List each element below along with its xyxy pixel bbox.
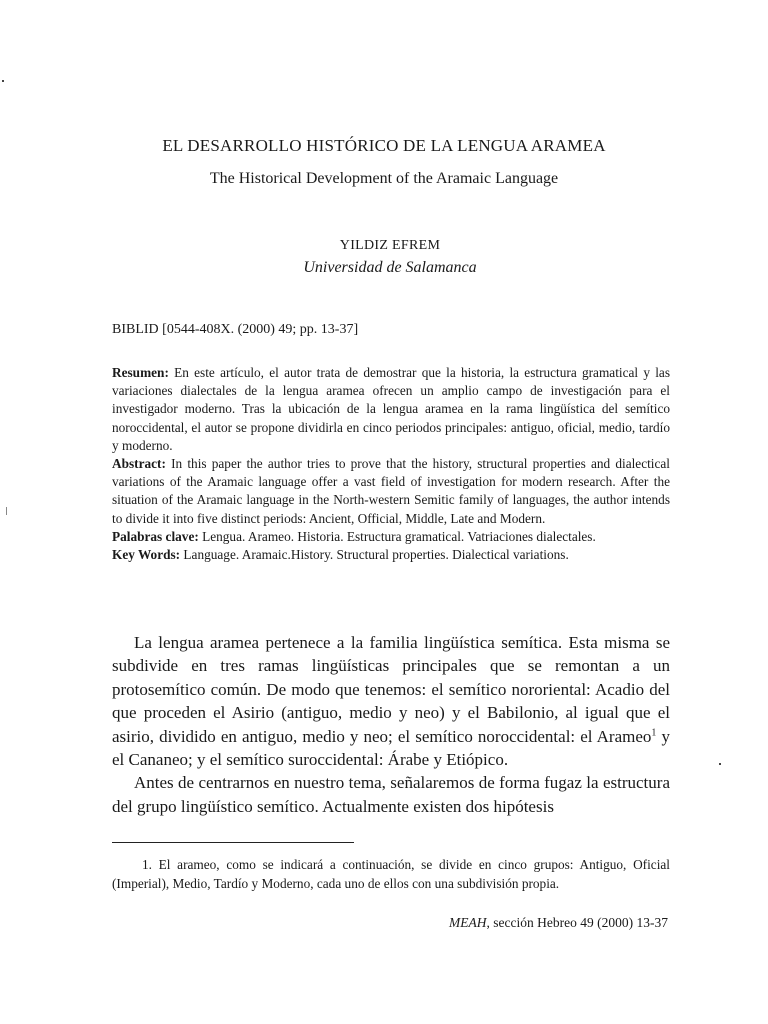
author-affiliation: Universidad de Salamanca (303, 259, 477, 276)
keywords-text: Language. Aramaic.History. Structural properties. Dialectical variations. (180, 547, 569, 563)
article-subtitle: The Historical Development of the Aramaic Language (209, 170, 559, 187)
body-paragraph-2: Antes de centrarnos en nuestro tema, señalaremos de forma fugaz la estructura del grupo lingüístico semítico. Actualmente existen dos hipótesis (112, 773, 670, 816)
palabras-clave-text: Lengua. Arameo. Historia. Estructura gramatical. Vatriaciones dialectales. (198, 528, 596, 544)
journal-details: , sección Hebreo 49 (2000) 13-37 (486, 915, 668, 930)
author-name: YILDIZ EFREM (339, 238, 441, 253)
footnote-text: 1. El arameo, como se indicará a continuación, se divide en cinco grupos: Antiguo, Oficial (Imperial), Medio, Tardío y Moderno, cada uno de ellos con una subdivisión propia. (112, 857, 670, 891)
biblid-reference: BIBLID [0544-408X. (2000) 49; pp. 13-37] (112, 322, 359, 337)
journal-reference (449, 915, 668, 931)
journal-name: MEAH (449, 915, 487, 930)
abstract-paragraph (112, 455, 670, 528)
footnote-divider (112, 842, 354, 843)
palabras-clave-paragraph (112, 528, 670, 546)
resumen-paragraph (112, 364, 670, 455)
footnote-marker[interactable]: 1 (651, 726, 657, 738)
scan-speck (6, 507, 7, 515)
abstract-text: In this paper the author tries to prove that the history, structural properties and dialectical variations of the Aramaic language offer a vast field of investigation for modern research. After the situation of the Aramaic language in the North-western Semitic family of languages, the author intends to divide it into five distinct periods: Ancient, Official, Middle, Late and Modern. (112, 456, 670, 526)
scan-speck (719, 763, 721, 765)
resumen-label: Resumen: (112, 365, 169, 380)
footnote (112, 856, 670, 893)
keywords-paragraph (112, 546, 670, 564)
scan-speck (2, 80, 4, 82)
palabras-clave-label: Palabras clave: (112, 528, 199, 544)
body-text (112, 631, 670, 818)
abstract-block (112, 364, 670, 564)
body-paragraph-1: La lengua aramea pertenece a la familia lingüística semítica. Esta misma se subdivide en tres ramas lingüísticas principales que se remontan a un protosemítico común. De modo que tenemos: el semítico nororiental: Acadio del que proceden el Asirio (antiguo, medio y neo) y el Babilonio, al igual que el asirio, dividido en antiguo, medio y neo; el semítico noroccidental: el Arameo$^1$ y el Cananeo; y el semítico suroccidental: Árabe y Etiópico. (112, 633, 671, 770)
keywords-label: Key Words: (112, 547, 181, 563)
article-title: EL DESARROLLO HISTÓRICO DE LA LENGUA ARAMEA (162, 136, 606, 155)
abstract-label: Abstract: (112, 456, 166, 472)
resumen-text: En este artículo, el autor trata de demostrar que la historia, la estructura gramatical y las variaciones dialectales de la lengua aramea ofrecen un amplio campo de investigación para el investigador moderno. Tras la ubicación de la lengua aramea en la rama lingüística del semítico noroccidental, el autor se propone dividirla en cinco periodos principales: antiguo, oficial, medio, tardío y moderno. (112, 365, 670, 453)
